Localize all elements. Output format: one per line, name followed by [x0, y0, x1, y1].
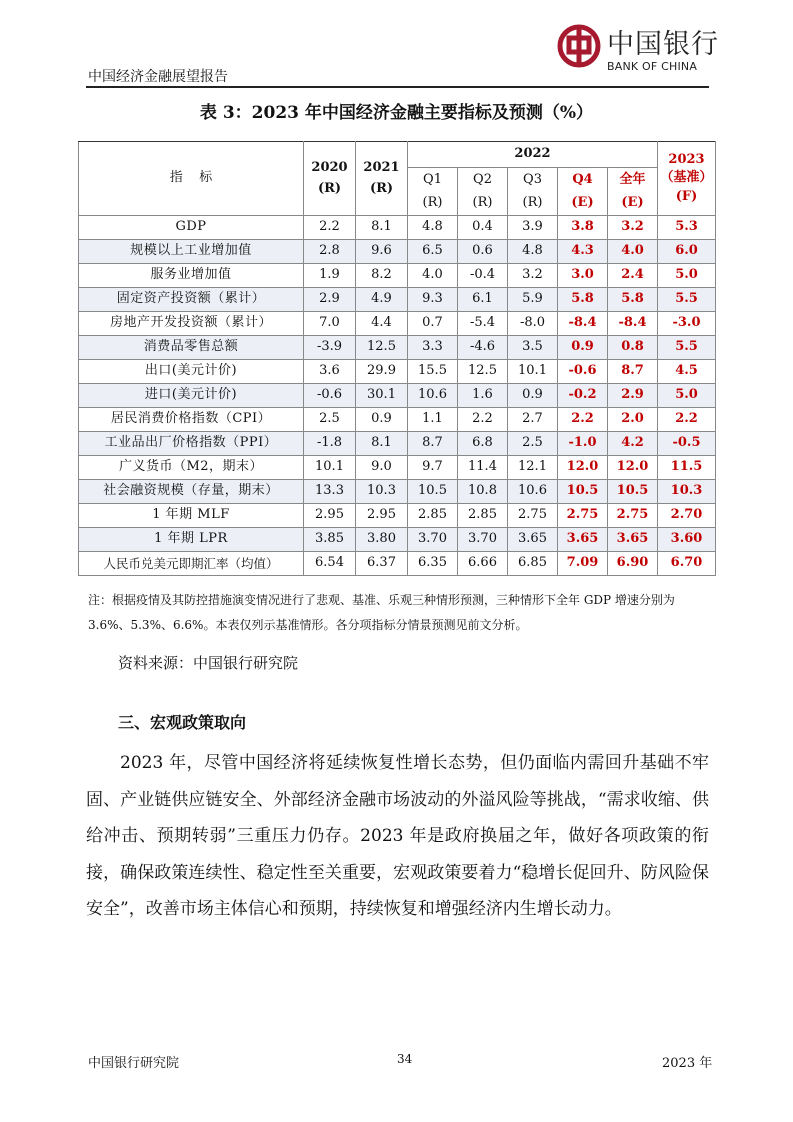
table-row	[79, 312, 716, 336]
cell-q1: 0.7	[408, 312, 458, 336]
cell-q3: 2.5	[508, 432, 558, 456]
cell-2023-forecast: 4.5	[658, 360, 716, 384]
cell-q1: 2.85	[408, 504, 458, 528]
cell-q1: 15.5	[408, 360, 458, 384]
cell-q4: 12.0	[558, 456, 608, 480]
cell-q3: 12.1	[508, 456, 558, 480]
cell-q3: 6.85	[508, 552, 558, 576]
sub-col-q2: Q2	[458, 168, 508, 192]
cell-2021: 0.9	[356, 408, 408, 432]
bank-logo	[557, 22, 717, 78]
sub-col-q1-tag: (R)	[408, 192, 458, 216]
cell-2023-forecast: 5.5	[658, 288, 716, 312]
cell-q2: 10.8	[458, 480, 508, 504]
cell-2023-forecast: 11.5	[658, 456, 716, 480]
table-row	[79, 528, 716, 552]
year-2020-header: 2020 (R)	[304, 142, 356, 216]
cell-2021: 8.2	[356, 264, 408, 288]
row-label: 居民消费价格指数（CPI）	[79, 408, 304, 432]
cell-2020: 2.95	[304, 504, 356, 528]
cell-q1: 4.0	[408, 264, 458, 288]
logo-chinese-name: 中国银行	[607, 29, 719, 60]
cell-q3: 10.1	[508, 360, 558, 384]
cell-full-year: 2.75	[608, 504, 658, 528]
cell-full-year: 2.4	[608, 264, 658, 288]
cell-q2: 6.8	[458, 432, 508, 456]
cell-2021: 8.1	[356, 432, 408, 456]
cell-full-year: 4.2	[608, 432, 658, 456]
row-label: 出口(美元计价)	[79, 360, 304, 384]
table-row	[79, 384, 716, 408]
cell-2023-forecast: 6.70	[658, 552, 716, 576]
sub-col-full-year: 全年	[608, 168, 658, 192]
cell-q4: 2.75	[558, 504, 608, 528]
cell-full-year: 4.0	[608, 240, 658, 264]
footer-year: 2023 年	[662, 1056, 713, 1071]
cell-2021: 10.3	[356, 480, 408, 504]
cell-full-year: 2.9	[608, 384, 658, 408]
cell-2020: 3.6	[304, 360, 356, 384]
cell-q4: 0.9	[558, 336, 608, 360]
cell-q2: 11.4	[458, 456, 508, 480]
cell-2020: 6.54	[304, 552, 356, 576]
cell-2023-forecast: 6.0	[658, 240, 716, 264]
row-label: 1 年期 LPR	[79, 528, 304, 552]
cell-q3: -8.0	[508, 312, 558, 336]
table-row	[79, 264, 716, 288]
section-heading: 三、宏观政策取向	[118, 713, 247, 732]
year-2021-header: 2021 (R)	[356, 142, 408, 216]
cell-2021: 8.1	[356, 216, 408, 240]
cell-q3: 0.9	[508, 384, 558, 408]
cell-full-year: 10.5	[608, 480, 658, 504]
cell-q2: -5.4	[458, 312, 508, 336]
cell-q2: 2.85	[458, 504, 508, 528]
cell-q1: 6.5	[408, 240, 458, 264]
cell-2020: -1.8	[304, 432, 356, 456]
cell-2020: 2.2	[304, 216, 356, 240]
cell-q2: 3.70	[458, 528, 508, 552]
cell-q2: 0.4	[458, 216, 508, 240]
cell-full-year: 12.0	[608, 456, 658, 480]
sub-col-q2-tag: (R)	[458, 192, 508, 216]
cell-2020: 1.9	[304, 264, 356, 288]
cell-q2: 1.6	[458, 384, 508, 408]
cell-2023-forecast: 10.3	[658, 480, 716, 504]
cell-2021: 30.1	[356, 384, 408, 408]
cell-q3: 3.2	[508, 264, 558, 288]
row-label: GDP	[79, 216, 304, 240]
row-label: 广义货币（M2，期末）	[79, 456, 304, 480]
cell-2020: 10.1	[304, 456, 356, 480]
table-row	[79, 432, 716, 456]
cell-q2: -0.4	[458, 264, 508, 288]
cell-full-year: 5.8	[608, 288, 658, 312]
cell-q4: 3.0	[558, 264, 608, 288]
cell-2021: 9.6	[356, 240, 408, 264]
table-row	[79, 504, 716, 528]
sub-col-q1: Q1	[408, 168, 458, 192]
row-label: 社会融资规模（存量，期末）	[79, 480, 304, 504]
table-row	[79, 552, 716, 576]
cell-q4: 3.8	[558, 216, 608, 240]
indicator-column-header: 指 标	[79, 142, 304, 216]
cell-2021: 2.95	[356, 504, 408, 528]
header-divider	[86, 86, 709, 88]
cell-q4: 3.65	[558, 528, 608, 552]
cell-q3: 3.5	[508, 336, 558, 360]
cell-q1: 4.8	[408, 216, 458, 240]
table-row	[79, 480, 716, 504]
cell-q3: 2.7	[508, 408, 558, 432]
logo-english-name: BANK OF CHINA	[607, 60, 698, 73]
indicator-table	[78, 141, 716, 576]
cell-q1: 9.3	[408, 288, 458, 312]
cell-q4: -0.2	[558, 384, 608, 408]
year-2023-forecast-header: 2023 （基准） (F)	[658, 142, 716, 216]
table-row	[79, 456, 716, 480]
cell-2021: 6.37	[356, 552, 408, 576]
footer-organization: 中国银行研究院	[88, 1056, 180, 1071]
cell-q4: -1.0	[558, 432, 608, 456]
cell-2020: 2.9	[304, 288, 356, 312]
cell-2021: 9.0	[356, 456, 408, 480]
cell-q4: 5.8	[558, 288, 608, 312]
cell-q2: 2.2	[458, 408, 508, 432]
cell-2021: 4.4	[356, 312, 408, 336]
cell-q1: 9.7	[408, 456, 458, 480]
cell-2023-forecast: 5.0	[658, 384, 716, 408]
cell-q4: -8.4	[558, 312, 608, 336]
cell-q1: 3.70	[408, 528, 458, 552]
table-row	[79, 216, 716, 240]
cell-2023-forecast: 5.3	[658, 216, 716, 240]
cell-q3: 3.65	[508, 528, 558, 552]
cell-q2: 6.66	[458, 552, 508, 576]
sub-col-q4-tag: (E)	[558, 192, 608, 216]
row-label: 固定资产投资额（累计）	[79, 288, 304, 312]
sub-col-full-year-tag: (E)	[608, 192, 658, 216]
cell-2020: 2.8	[304, 240, 356, 264]
sub-col-q3: Q3	[508, 168, 558, 192]
row-label: 服务业增加值	[79, 264, 304, 288]
cell-2020: 7.0	[304, 312, 356, 336]
cell-2020: 2.5	[304, 408, 356, 432]
year-2022-header: 2022	[408, 142, 658, 168]
cell-full-year: -8.4	[608, 312, 658, 336]
cell-2023-forecast: 5.5	[658, 336, 716, 360]
cell-q1: 6.35	[408, 552, 458, 576]
table-row	[79, 288, 716, 312]
cell-q1: 10.6	[408, 384, 458, 408]
cell-full-year: 3.2	[608, 216, 658, 240]
cell-q2: -4.6	[458, 336, 508, 360]
data-source: 资料来源：中国银行研究院	[118, 654, 299, 672]
report-name: 中国经济金融展望报告	[88, 69, 228, 85]
cell-full-year: 0.8	[608, 336, 658, 360]
cell-2023-forecast: 2.2	[658, 408, 716, 432]
cell-2020: 3.85	[304, 528, 356, 552]
page-number: 34	[397, 1052, 413, 1066]
cell-q3: 3.9	[508, 216, 558, 240]
body-paragraph: 2023 年，尽管中国经济将延续恢复性增长态势，但仍面临内需回升基础不牢固、产业链供应链安全、外部经济金融市场波动的外溢风险等挑战，“需求收缩、供给冲击、预期转弱”三重压力仍存。2023 年是政府换届之年，做好各项政策的衔接，确保政策连续性、稳定性至关重要，宏观政策要着力“稳增长促回升、防风险保安全”，改善市场主体信心和预期，持续恢复和增强经济内生增长动力。	[86, 753, 709, 919]
cell-full-year: 2.0	[608, 408, 658, 432]
cell-q2: 0.6	[458, 240, 508, 264]
cell-q2: 12.5	[458, 360, 508, 384]
bank-of-china-logo-icon	[557, 24, 601, 68]
cell-q4: 10.5	[558, 480, 608, 504]
cell-2020: -3.9	[304, 336, 356, 360]
cell-2020: -0.6	[304, 384, 356, 408]
sub-col-q4: Q4	[558, 168, 608, 192]
cell-q4: 7.09	[558, 552, 608, 576]
table-row	[79, 360, 716, 384]
row-label: 1 年期 MLF	[79, 504, 304, 528]
row-label: 规模以上工业增加值	[79, 240, 304, 264]
cell-full-year: 3.65	[608, 528, 658, 552]
table-note: 注：根据疫情及其防控措施演变情况进行了悲观、基准、乐观三种情形预测，三种情形下全年 GDP 增速分别为 3.6%、5.3%、6.6%。本表仅列示基准情形。各分项指标分情景预测见前文分析。	[88, 593, 675, 632]
row-label: 房地产开发投资额（累计）	[79, 312, 304, 336]
cell-2023-forecast: 2.70	[658, 504, 716, 528]
row-label: 消费品零售总额	[79, 336, 304, 360]
cell-2021: 4.9	[356, 288, 408, 312]
cell-full-year: 8.7	[608, 360, 658, 384]
table-row	[79, 336, 716, 360]
table-row	[79, 240, 716, 264]
cell-q4: 2.2	[558, 408, 608, 432]
cell-full-year: 6.90	[608, 552, 658, 576]
cell-2020: 13.3	[304, 480, 356, 504]
cell-q1: 8.7	[408, 432, 458, 456]
cell-2023-forecast: 3.60	[658, 528, 716, 552]
cell-q1: 3.3	[408, 336, 458, 360]
cell-2023-forecast: -0.5	[658, 432, 716, 456]
row-label: 工业品出厂价格指数（PPI）	[79, 432, 304, 456]
cell-q3: 2.75	[508, 504, 558, 528]
cell-2023-forecast: -3.0	[658, 312, 716, 336]
row-label: 进口(美元计价)	[79, 384, 304, 408]
row-label: 人民币兑美元即期汇率（均值）	[79, 552, 304, 576]
cell-q4: -0.6	[558, 360, 608, 384]
cell-q1: 1.1	[408, 408, 458, 432]
table-row	[79, 408, 716, 432]
cell-q3: 10.6	[508, 480, 558, 504]
cell-2021: 3.80	[356, 528, 408, 552]
cell-q4: 4.3	[558, 240, 608, 264]
cell-2021: 12.5	[356, 336, 408, 360]
cell-q3: 5.9	[508, 288, 558, 312]
cell-q1: 10.5	[408, 480, 458, 504]
cell-q2: 6.1	[458, 288, 508, 312]
table-title: 表 3：2023 年中国经济金融主要指标及预测（%）	[199, 103, 594, 123]
cell-q3: 4.8	[508, 240, 558, 264]
sub-col-q3-tag: (R)	[508, 192, 558, 216]
cell-2021: 29.9	[356, 360, 408, 384]
cell-2023-forecast: 5.0	[658, 264, 716, 288]
